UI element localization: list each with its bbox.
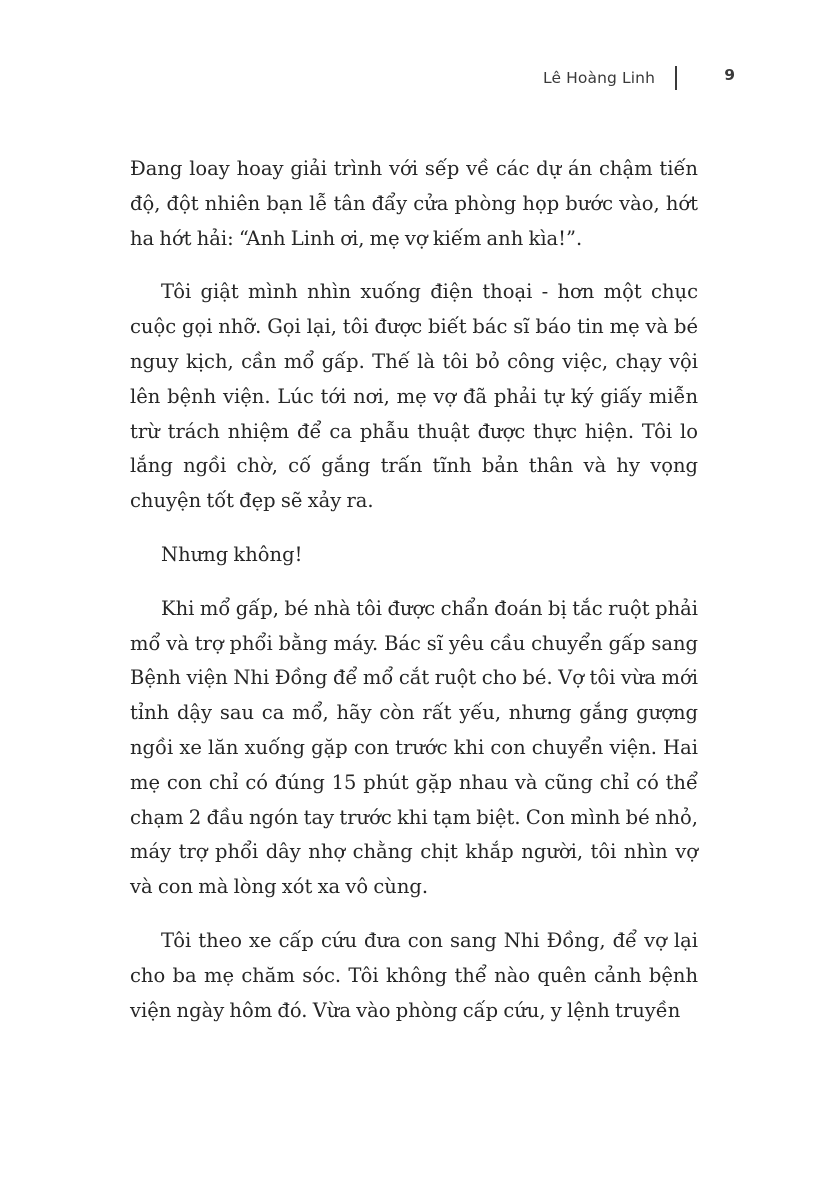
- paragraph-2: Tôi giật mình nhìn xuống điện thoại - hơn một chục cuộc gọi nhỡ. Gọi lại, tôi được biết bác sĩ báo tin mẹ và bé nguy kịch, cần mổ gấp. Thế là tôi bỏ công việc, chạy vội lên bệnh viện. Lúc tới nơi, mẹ vợ đã phải tự ký giấy miễn trừ trách nhiệm để ca phẫu thuật được thực hiện. Tôi lo lắng ngồi chờ, cố gắng trấn tĩnh bản thân và hy vọng chuyện tốt đẹp sẽ xảy ra.: [130, 280, 698, 513]
- paragraph-4: Khi mổ gấp, bé nhà tôi được chẩn đoán bị tắc ruột phải mổ và trợ phổi bằng máy. Bác sĩ yêu cầu chuyển gấp sang Bệnh viện Nhi Đồng để mổ cắt ruột cho bé. Vợ tôi vừa mới tỉnh dậy sau ca mổ, hãy còn rất yếu, nhưng gắng gượng ngồi xe lăn xuống gặp con trước khi con chuyển viện. Hai mẹ con chỉ có đúng 15 phút gặp nhau và cũng chỉ có thể chạm 2 đầu ngón tay trước khi tạm biệt. Con mình bé nhỏ, máy trợ phổi dây nhợ chằng chịt khắp người, tôi nhìn vợ và con mà lòng xót xa vô cùng.: [130, 596, 698, 899]
- page-number: 9: [724, 66, 735, 84]
- paragraph-1: Đang loay hoay giải trình với sếp về các dự án chậm tiến độ, đột nhiên bạn lễ tân đẩy cửa phòng họp bước vào, hớt ha hớt hải: “Anh Linh ơi, mẹ vợ kiếm anh kìa!”.: [130, 157, 698, 250]
- paragraph-5: Tôi theo xe cấp cứu đưa con sang Nhi Đồng, để vợ lại cho ba mẹ chăm sóc. Tôi không thể nào quên cảnh bệnh viện ngày hôm đó. Vừa vào phòng cấp cứu, y lệnh truyền: [130, 928, 698, 1022]
- header-divider: [675, 66, 677, 90]
- page-body: [130, 152, 698, 1047]
- author-name: Lê Hoàng Linh: [543, 69, 655, 87]
- running-header: [543, 66, 735, 90]
- paragraph-3: Nhưng không!: [161, 542, 303, 566]
